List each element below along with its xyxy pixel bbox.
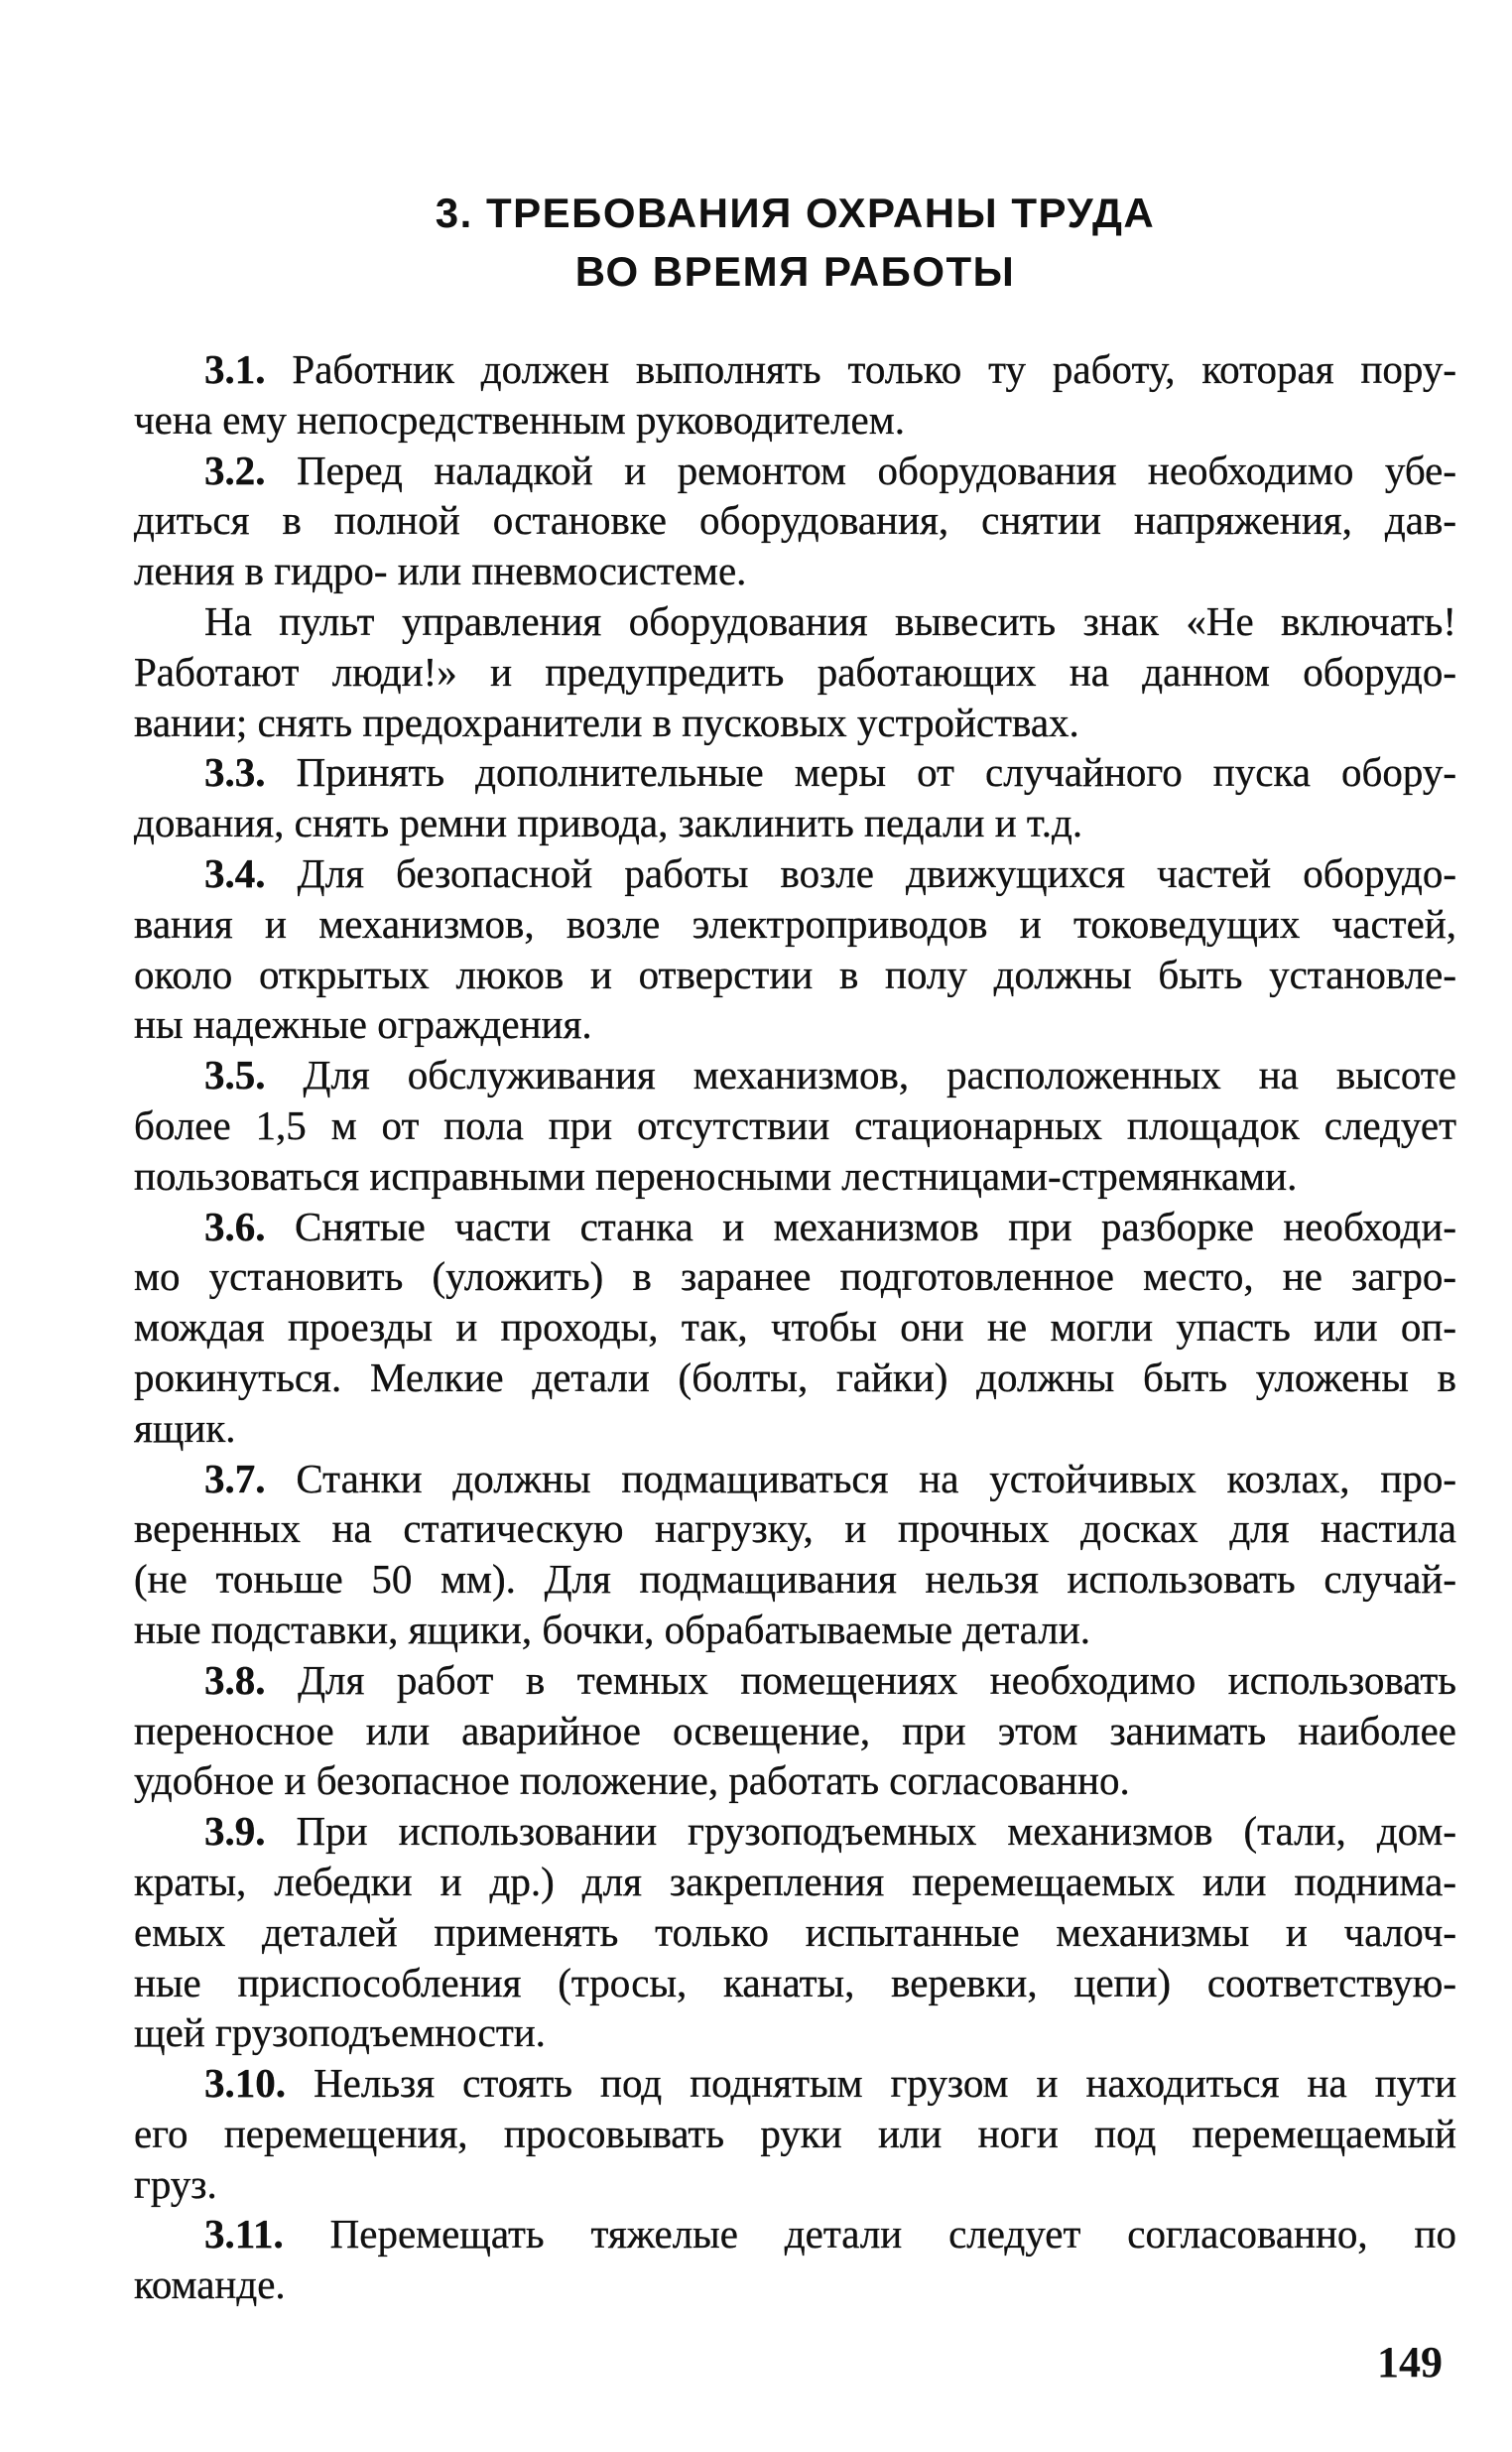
text-line	[134, 1806, 1456, 1857]
text-line: чена ему непосредственным руководителем.	[134, 396, 905, 443]
line-text: Для обслуживания механизмов, расположенных на высоте	[303, 1052, 1457, 1098]
heading-line-2: ВО ВРЕМЯ РАБОТЫ	[574, 248, 1016, 295]
text-line: (не тоньше 50 мм). Для подмащивания нельзя использовать случай-	[134, 1556, 1456, 1603]
clause-3-7	[134, 1454, 1456, 1655]
clause-number: 3.3.	[204, 749, 266, 796]
clause-number: 3.10.	[204, 2060, 286, 2107]
line-text: Для работ в темных помещениях необходимо использовать	[298, 1656, 1457, 1703]
section-heading	[134, 184, 1456, 301]
clause-number: 3.5.	[204, 1052, 266, 1098]
clause-3-4	[134, 848, 1456, 1050]
clause-number: 3.8.	[204, 1656, 266, 1703]
text-line: около открытых люков и отверстии в полу должны быть установле-	[134, 951, 1456, 997]
line-text: Нельзя стоять под поднятым грузом и находиться на пути	[314, 2060, 1457, 2107]
line-text: Работник должен выполнять только ту работу, которая пору-	[292, 346, 1457, 392]
text-line: диться в полной остановке оборудования, снятии напряжения, дав-	[134, 497, 1456, 544]
text-line	[134, 848, 1456, 899]
line-text: Перед наладкой и ремонтом оборудования необходимо убе-	[297, 447, 1456, 493]
text-line: ления в гидро- или пневмосистеме.	[134, 548, 747, 594]
text-line	[134, 2058, 1456, 2109]
text-line	[134, 747, 1456, 798]
clause-number: 3.1.	[204, 346, 266, 392]
clause-3-6	[134, 1202, 1456, 1454]
text-line: вания и механизмов, возле электроприводов и токоведущих частей,	[134, 900, 1456, 947]
text-line: команде.	[134, 2261, 286, 2308]
text-line: веренных на статическую нагрузку, и прочных досках для настила	[134, 1505, 1456, 1552]
clause-number: 3.4.	[204, 849, 266, 896]
text-line	[134, 1655, 1456, 1706]
clause-3-1	[134, 344, 1456, 446]
line-text: Снятые части станка и механизмов при разборке необходи-	[294, 1203, 1457, 1249]
clause-3-3	[134, 747, 1456, 848]
text-line: ные подставки, ящики, бочки, обрабатываемые детали.	[134, 1606, 1090, 1652]
text-line: На пульт управления оборудования вывесить знак «Не включать!	[204, 597, 1456, 644]
text-line: его перемещения, просовывать руки или ноги под перемещаемый	[134, 2110, 1456, 2156]
line-text: Перемещать тяжелые детали следует согласованно, по	[329, 2211, 1457, 2258]
text-line: переносное или аварийное освещение, при этом занимать наиболее	[134, 1707, 1456, 1753]
page-number: 149	[1377, 2338, 1443, 2387]
text-line: вании; снять предохранители в пусковых устройствах.	[134, 699, 1079, 745]
text-line: ящик.	[134, 1404, 236, 1451]
text-line	[134, 2209, 1456, 2259]
document-body	[134, 344, 1456, 2310]
clause-number: 3.7.	[204, 1455, 266, 1501]
clause-3-9	[134, 1806, 1456, 2058]
text-line	[134, 1202, 1456, 1252]
line-text: При использовании грузоподъемных механизмов (тали, дом-	[296, 1808, 1457, 1855]
clause-3-11	[134, 2209, 1456, 2310]
clause-3-5	[134, 1050, 1456, 1201]
text-line	[134, 344, 1456, 395]
text-line: груз.	[134, 2160, 217, 2207]
text-line: рокинуться. Мелкие детали (болты, гайки) должны быть уложены в	[134, 1354, 1456, 1400]
text-line	[134, 446, 1456, 496]
text-line	[134, 1454, 1456, 1504]
text-line: Работают люди!» и предупредить работающих на данном оборудо-	[134, 648, 1456, 695]
text-line: ны надежные ограждения.	[134, 1001, 592, 1048]
text-line: краты, лебедки и др.) для закрепления перемещаемых или поднима-	[134, 1858, 1456, 1904]
text-line: емых деталей применять только испытанные механизмы и чалоч-	[134, 1908, 1456, 1955]
line-text: Принять дополнительные меры от случайного пуска обору-	[296, 749, 1457, 796]
clause-number: 3.11.	[204, 2211, 284, 2258]
clause-number: 3.6.	[204, 1203, 266, 1249]
text-line: ные приспособления (тросы, канаты, веревки, цепи) соответствую-	[134, 1959, 1456, 2005]
clause-3-8	[134, 1655, 1456, 1806]
text-line: удобное и безопасное положение, работать согласованно.	[134, 1757, 1130, 1804]
clause-3-2	[134, 446, 1456, 596]
line-text: Станки должны подмащиваться на устойчивых козлах, про-	[296, 1455, 1456, 1501]
text-line: мо установить (уложить) в заранее подготовленное место, не загро-	[134, 1253, 1456, 1300]
text-line: щей грузоподъемности.	[134, 2009, 546, 2056]
clause-3-10	[134, 2058, 1456, 2209]
clause-3-2-continued	[134, 596, 1456, 747]
clause-number: 3.9.	[204, 1808, 266, 1855]
text-line: пользоваться исправными переносными лестницами-стремянками.	[134, 1152, 1298, 1199]
clause-number: 3.2.	[204, 447, 266, 493]
heading-line-1: 3. ТРЕБОВАНИЯ ОХРАНЫ ТРУДА	[435, 190, 1156, 236]
text-line: дования, снять ремни привода, заклинить педали и т.д.	[134, 800, 1083, 846]
text-line: более 1,5 м от пола при отсутствии стационарных площадок следует	[134, 1101, 1456, 1148]
line-text: Для безопасной работы возле движущихся частей оборудо-	[297, 849, 1457, 896]
text-line: мождая проезды и проходы, так, чтобы они не могли упасть или оп-	[134, 1304, 1456, 1351]
text-line	[134, 1050, 1456, 1100]
